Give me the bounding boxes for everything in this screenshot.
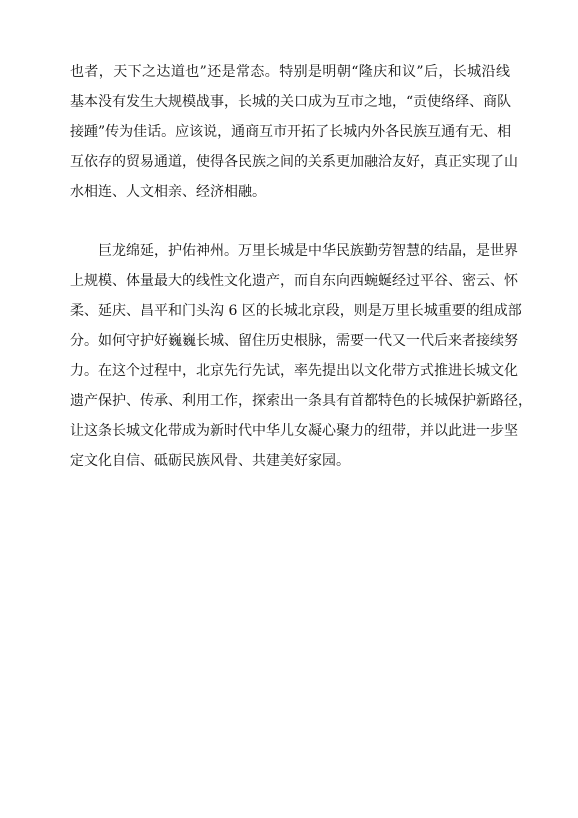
paragraph-2-line-2: 上规模、体量最大的线性文化遗产，而自东向西蜿蜒经过平谷、密云、怀 [70,273,518,289]
paragraph-2-line-1: 巨龙绵延，护佑神州。万里长城是中华民族勤劳智慧的结晶，是世界 [98,243,518,259]
paragraph-2-line-8: 定文化自信、砥砺民族风骨、共建美好家园。 [70,453,350,469]
paragraph-1 [70,57,518,207]
paragraph-2-line-7: 让这条长城文化带成为新时代中华儿女凝心聚力的纽带，并以此进一步坚 [70,423,518,439]
paragraph-1-line-2: 基本没有发生大规模战事，长城的关口成为互市之地，“贡使络绎、商队 [70,94,512,110]
paragraph-1-line-4: 互依存的贸易通道，使得各民族之间的关系更加融洽友好，真正实现了山 [70,154,518,170]
paragraph-2-line-5: 力。在这个过程中，北京先行先试，率先提出以文化带方式推进长城文化 [70,363,518,379]
paragraph-2-line-4: 分。如何守护好巍巍长城、留住历史根脉，需要一代又一代后来者接续努 [70,333,518,349]
paragraph-1-line-1: 也者，天下之达道也”还是常态。特别是明朝“隆庆和议”后，长城沿线 [70,64,510,80]
paragraph-2-line-3: 柔、延庆、昌平和门头沟 6 区的长城北京段，则是万里长城重要的组成部 [70,303,522,319]
paragraph-1-line-3: 接踵”传为佳话。应该说，通商互市开拓了长城内外各民族互通有无、相 [70,124,512,140]
paragraph-2-line-6: 遗产保护、传承、利用工作，探索出一条具有首都特色的长城保护新路径， [70,393,532,409]
paragraph-2 [70,236,532,476]
paragraph-1-line-5: 水相连、人文相亲、经济相融。 [70,184,266,200]
